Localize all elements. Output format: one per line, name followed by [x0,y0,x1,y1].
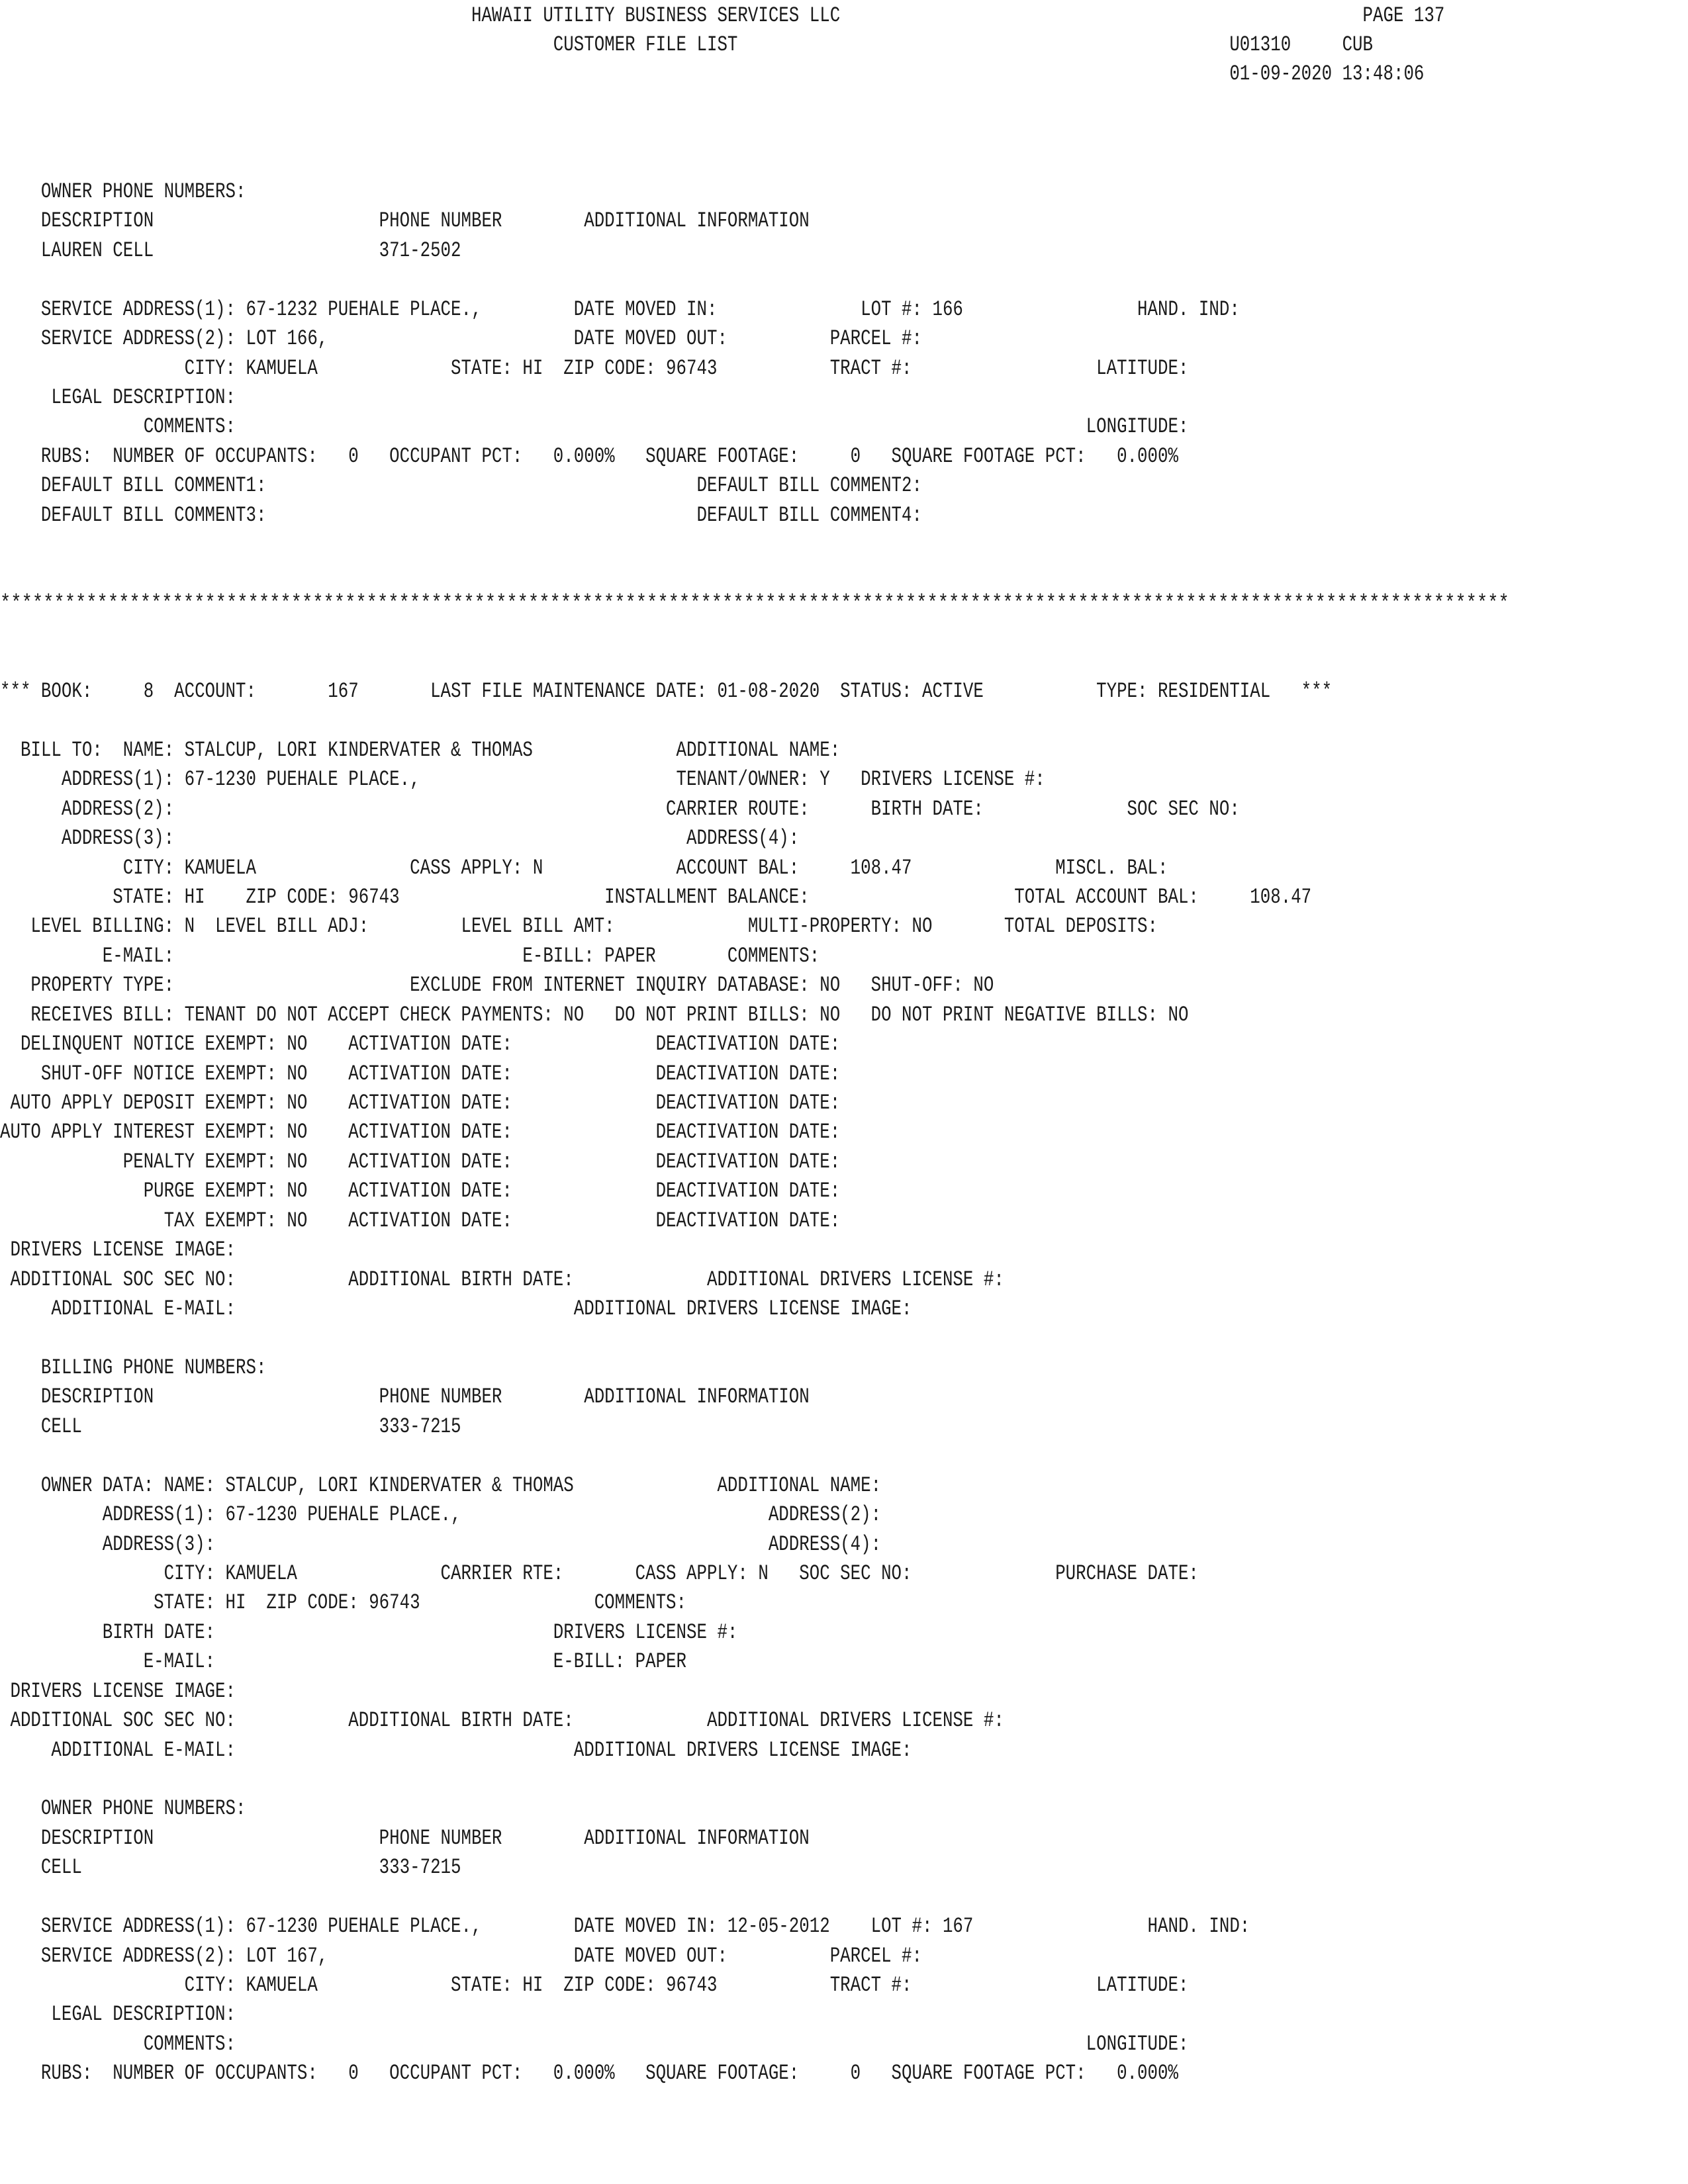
rubs-line: RUBS: NUMBER OF OCCUPANTS: 0 OCCUPANT PCT: 0.000% SQUARE FOOTAGE: 0 SQUARE FOOTAGE PCT: 0.000% [0,2061,1178,2085]
penalty-exempt-line: PENALTY EXEMPT: NO ACTIVATION DATE: DEACTIVATION DATE: [0,1150,841,1174]
owner-phones-row: CELL 333-7215 [0,1855,461,1880]
bill-to-address-1-line: ADDRESS(1): 67-1230 PUEHALE PLACE., TENANT/OWNER: Y DRIVERS LICENSE #: [0,767,1045,792]
billing-phones-title: BILLING PHONE NUMBERS: [0,1355,267,1380]
prev-rubs-line: RUBS: NUMBER OF OCCUPANTS: 0 OCCUPANT PCT: 0.000% SQUARE FOOTAGE: 0 SQUARE FOOTAGE PCT: 0.000% [0,444,1178,469]
level-billing-line: LEVEL BILLING: N LEVEL BILL ADJ: LEVEL BILL AMT: MULTI-PROPERTY: NO TOTAL DEPOSITS: [0,914,1158,938]
service-address-2: SERVICE ADDRESS(2): LOT 167, DATE MOVED OUT: PARCEL #: [0,1944,922,1968]
bill-to-address-3-line: ADDRESS(3): ADDRESS(4): [0,826,800,850]
owner-email-line: E-MAIL: E-BILL: PAPER [0,1649,687,1674]
owner-address-1-line: ADDRESS(1): 67-1230 PUEHALE PLACE., ADDRESS(2): [0,1502,882,1527]
auto-apply-deposit-exempt-line: AUTO APPLY DEPOSIT EXEMPT: NO ACTIVATION DATE: DEACTIVATION DATE: [0,1091,841,1115]
prev-service-city-line: CITY: KAMUELA STATE: HI ZIP CODE: 96743 TRACT #: LATITUDE: [0,356,1189,381]
bill-to-city-line: CITY: KAMUELA CASS APPLY: N ACCOUNT BAL: 108.47 MISCL. BAL: [0,856,1168,880]
prev-default-bill-comments-3-4: DEFAULT BILL COMMENT3: DEFAULT BILL COMMENT4: [0,503,922,527]
shutoff-notice-exempt-line: SHUT-OFF NOTICE EXEMPT: NO ACTIVATION DATE: DEACTIVATION DATE: [0,1062,841,1086]
record-header: *** BOOK: 8 ACCOUNT: 167 LAST FILE MAINTENANCE DATE: 01-08-2020 STATUS: ACTIVE TYPE: RESIDENTIAL *** [0,679,1333,704]
owner-additional-soc-sec-line: ADDITIONAL SOC SEC NO: ADDITIONAL BIRTH DATE: ADDITIONAL DRIVERS LICENSE #: [0,1708,1004,1733]
billing-phones-columns: DESCRIPTION PHONE NUMBER ADDITIONAL INFORMATION [0,1385,810,1409]
prev-service-address-1: SERVICE ADDRESS(1): 67-1232 PUEHALE PLACE., DATE MOVED IN: LOT #: 166 HAND. IND: [0,297,1240,322]
receives-bill-line: RECEIVES BILL: TENANT DO NOT ACCEPT CHECK PAYMENTS: NO DO NOT PRINT BILLS: NO DO NOT PRINT NEGATIVE BILLS: NO [0,1003,1189,1027]
prev-owner-phones-title: OWNER PHONE NUMBERS: [0,179,246,204]
owner-drivers-license-image-line: DRIVERS LICENSE IMAGE: [0,1679,236,1704]
record-separator: ******************************************************************************************************************************************** [0,591,1509,615]
owner-state-line: STATE: HI ZIP CODE: 96743 COMMENTS: [0,1590,687,1615]
prev-owner-phones-columns: DESCRIPTION PHONE NUMBER ADDITIONAL INFORMATION [0,208,810,233]
additional-soc-sec-line: ADDITIONAL SOC SEC NO: ADDITIONAL BIRTH DATE: ADDITIONAL DRIVERS LICENSE #: [0,1267,1004,1292]
email-line: E-MAIL: E-BILL: PAPER COMMENTS: [0,944,820,968]
service-city-line: CITY: KAMUELA STATE: HI ZIP CODE: 96743 TRACT #: LATITUDE: [0,1973,1189,1997]
prev-legal-description: LEGAL DESCRIPTION: [0,385,236,410]
comments-line: COMMENTS: LONGITUDE: [0,2032,1189,2056]
report-header-title: HAWAII UTILITY BUSINESS SERVICES LLC PAGE 137 [0,3,1445,28]
bill-to-name-line: BILL TO: NAME: STALCUP, LORI KINDERVATER & THOMAS ADDITIONAL NAME: [0,738,841,762]
owner-data-name-line: OWNER DATA: NAME: STALCUP, LORI KINDERVATER & THOMAS ADDITIONAL NAME: [0,1473,882,1498]
bill-to-address-2-line: ADDRESS(2): CARRIER ROUTE: BIRTH DATE: SOC SEC NO: [0,797,1240,821]
owner-address-3-line: ADDRESS(3): ADDRESS(4): [0,1532,882,1557]
purge-exempt-line: PURGE EXEMPT: NO ACTIVATION DATE: DEACTIVATION DATE: [0,1179,841,1203]
bill-to-state-line: STATE: HI ZIP CODE: 96743 INSTALLMENT BALANCE: TOTAL ACCOUNT BAL: 108.47 [0,885,1312,909]
prev-owner-phones-row: LAUREN CELL 371-2502 [0,238,461,263]
prev-service-address-2: SERVICE ADDRESS(2): LOT 166, DATE MOVED OUT: PARCEL #: [0,326,922,351]
legal-description: LEGAL DESCRIPTION: [0,2002,236,2026]
report-header-timestamp: 01-09-2020 13:48:06 [0,62,1425,86]
owner-phones-title: OWNER PHONE NUMBERS: [0,1796,246,1821]
drivers-license-image-line: DRIVERS LICENSE IMAGE: [0,1238,236,1262]
owner-phones-columns: DESCRIPTION PHONE NUMBER ADDITIONAL INFORMATION [0,1826,810,1850]
owner-additional-email-line: ADDITIONAL E-MAIL: ADDITIONAL DRIVERS LICENSE IMAGE: [0,1738,912,1762]
tax-exempt-line: TAX EXEMPT: NO ACTIVATION DATE: DEACTIVATION DATE: [0,1208,841,1233]
owner-birth-date-line: BIRTH DATE: DRIVERS LICENSE #: [0,1620,738,1645]
prev-default-bill-comments-1-2: DEFAULT BILL COMMENT1: DEFAULT BILL COMMENT2: [0,473,922,498]
property-type-line: PROPERTY TYPE: EXCLUDE FROM INTERNET INQUIRY DATABASE: NO SHUT-OFF: NO [0,973,994,997]
delinquent-notice-exempt-line: DELINQUENT NOTICE EXEMPT: NO ACTIVATION DATE: DEACTIVATION DATE: [0,1032,841,1056]
additional-email-line: ADDITIONAL E-MAIL: ADDITIONAL DRIVERS LICENSE IMAGE: [0,1297,912,1321]
billing-phones-row: CELL 333-7215 [0,1414,461,1439]
report-header-subtitle: CUSTOMER FILE LIST U01310 CUB [0,32,1374,57]
prev-comments-line: COMMENTS: LONGITUDE: [0,414,1189,439]
service-address-1: SERVICE ADDRESS(1): 67-1230 PUEHALE PLACE., DATE MOVED IN: 12-05-2012 LOT #: 167 HAND. IND: [0,1914,1250,1938]
owner-city-line: CITY: KAMUELA CARRIER RTE: CASS APPLY: N SOC SEC NO: PURCHASE DATE: [0,1561,1199,1586]
auto-apply-interest-exempt-line: AUTO APPLY INTEREST EXEMPT: NO ACTIVATION DATE: DEACTIVATION DATE: [0,1120,841,1144]
